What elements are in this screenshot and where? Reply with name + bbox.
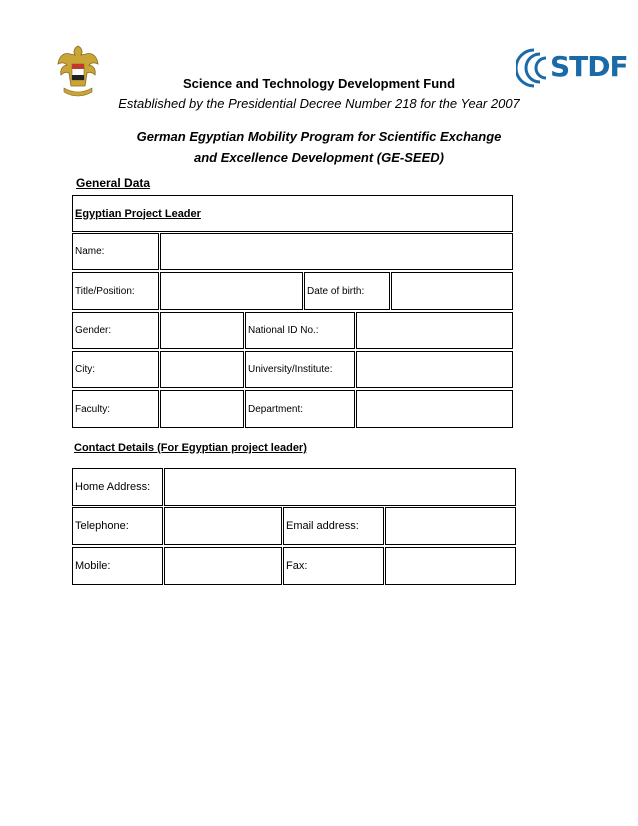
national-id-field[interactable] [356, 312, 513, 349]
university-field[interactable] [356, 351, 513, 388]
fund-title: Science and Technology Development Fund [182, 76, 456, 91]
university-label: University/Institute: [245, 351, 355, 388]
program-title-line-1: German Egyptian Mobility Program for Scientific Exchange [136, 129, 502, 144]
faculty-label: Faculty: [72, 390, 159, 428]
city-field[interactable] [160, 351, 244, 388]
gender-field[interactable] [160, 312, 244, 349]
email-address-label: Email address: [283, 507, 384, 545]
email-address-field[interactable] [385, 507, 516, 545]
program-title-line-2: and Excellence Development (GE-SEED) [194, 150, 444, 165]
national-id-label: National ID No.: [245, 312, 355, 349]
title-position-label: Title/Position: [72, 272, 159, 310]
home-address-label: Home Address: [72, 468, 163, 506]
department-field[interactable] [356, 390, 513, 428]
date-of-birth-label: Date of birth: [304, 272, 390, 310]
gender-label: Gender: [72, 312, 159, 349]
city-label: City: [72, 351, 159, 388]
stdf-logo-text: STDF [550, 50, 628, 83]
faculty-field[interactable] [160, 390, 244, 428]
telephone-label: Telephone: [72, 507, 163, 545]
date-of-birth-field[interactable] [391, 272, 513, 310]
mobile-label: Mobile: [72, 547, 163, 585]
contact-details-title: Contact Details (For Egyptian project leader) [74, 442, 307, 454]
department-label: Department: [245, 390, 355, 428]
fax-label: Fax: [283, 547, 384, 585]
name-field[interactable] [160, 233, 513, 270]
telephone-field[interactable] [164, 507, 282, 545]
mobile-field[interactable] [164, 547, 282, 585]
name-label: Name: [72, 233, 159, 270]
fax-field[interactable] [385, 547, 516, 585]
established-line: Established by the Presidential Decree Number 218 for the Year 2007 [118, 96, 520, 111]
home-address-field[interactable] [164, 468, 516, 506]
program-title [0, 126, 638, 168]
title-position-field[interactable] [160, 272, 303, 310]
project-leader-header: Egyptian Project Leader [72, 195, 513, 232]
egypt-eagle-emblem-icon [56, 42, 100, 100]
general-data-title: General Data [76, 176, 151, 190]
